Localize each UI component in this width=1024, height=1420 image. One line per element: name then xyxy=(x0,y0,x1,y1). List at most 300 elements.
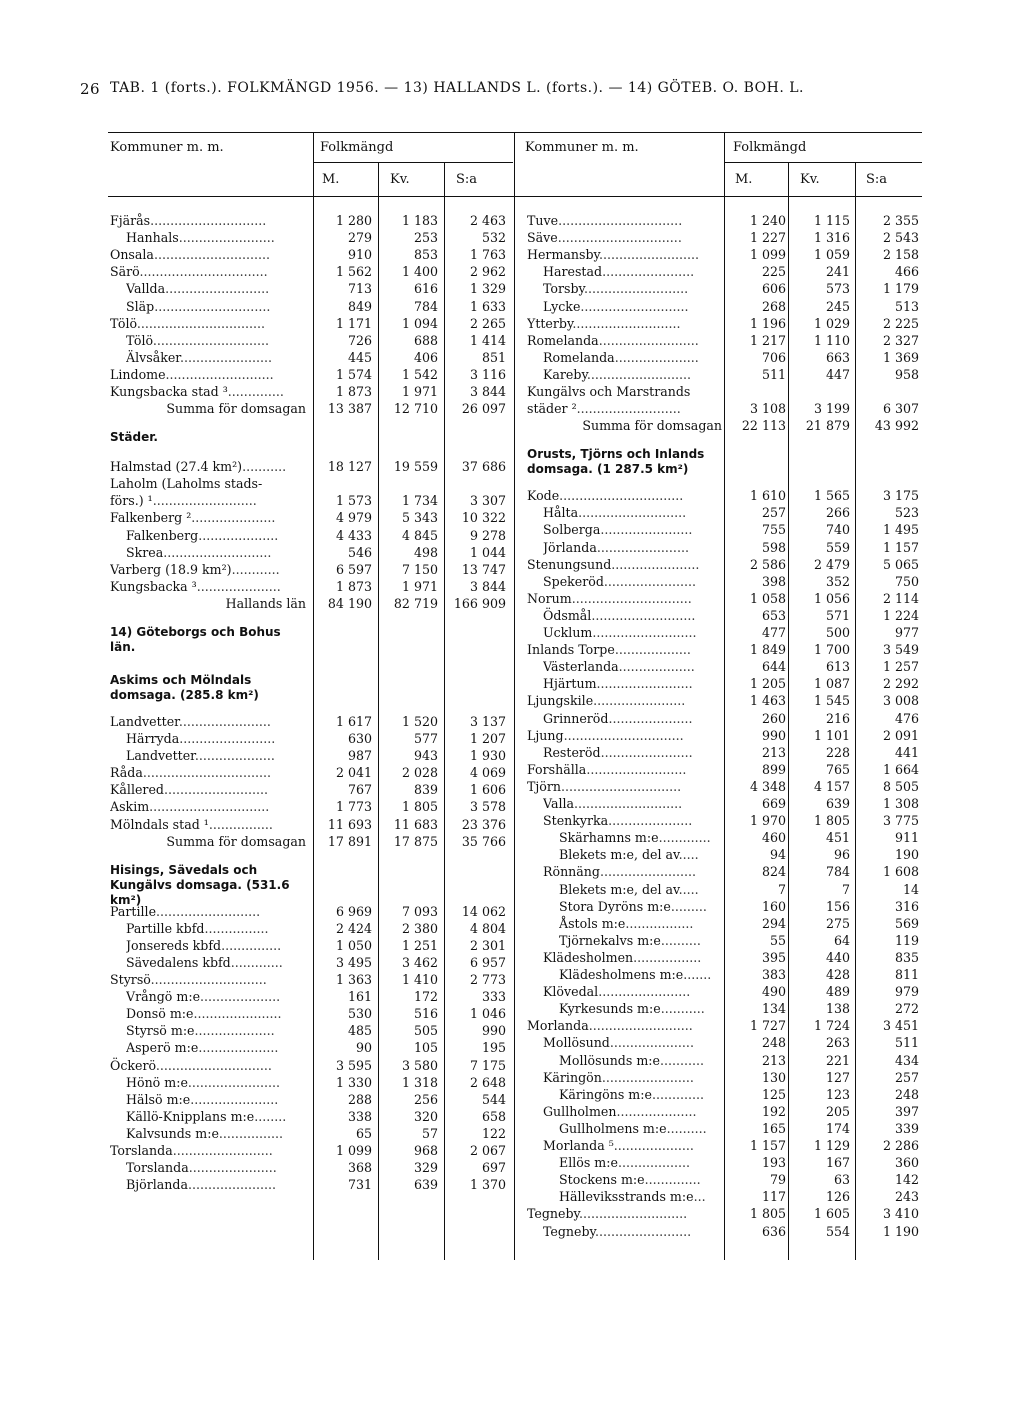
table-row xyxy=(110,280,514,298)
cell-m: 987 xyxy=(347,748,372,764)
row-label: Skärhamns m:e............. xyxy=(559,830,711,846)
row-label: Askim.............................. xyxy=(110,799,270,815)
cell-sa: 272 xyxy=(894,1001,919,1017)
cell-m: 767 xyxy=(347,782,372,798)
cell-kv: 63 xyxy=(833,1172,850,1188)
table-row xyxy=(110,332,514,350)
section-heading xyxy=(110,625,514,655)
cell-kv: 573 xyxy=(825,281,850,297)
dot-leader: ................ xyxy=(204,920,269,936)
cell-kv: 1 316 xyxy=(813,230,850,246)
dot-leader: ..................... xyxy=(608,710,693,726)
cell-sa: 3 844 xyxy=(469,578,506,594)
cell-kv: 613 xyxy=(825,659,850,675)
row-label: Onsala............................. xyxy=(110,247,271,263)
table-row xyxy=(527,556,922,574)
cell-kv: 1 734 xyxy=(401,493,438,509)
row-label: Resteröd....................... xyxy=(543,744,693,760)
cell-kv: 2 479 xyxy=(813,556,850,572)
row-label: Lindome........................... xyxy=(110,366,274,382)
cell-kv: 3 580 xyxy=(401,1057,438,1073)
cell-m: 755 xyxy=(761,522,786,538)
col-header-sa-left: S:a xyxy=(456,172,478,187)
table-row xyxy=(527,915,922,933)
cell-sa: 1 606 xyxy=(469,782,506,798)
row-label: Fjärås............................. xyxy=(110,213,267,228)
dot-leader: .................... xyxy=(194,748,275,764)
col-header-folkmangd-right: Folkmängd xyxy=(733,140,807,155)
table-row xyxy=(527,504,922,522)
cell-kv: 1 410 xyxy=(401,972,438,987)
cell-m: 1 805 xyxy=(749,1206,786,1222)
cell-m: 79 xyxy=(769,1172,786,1188)
table-row xyxy=(110,349,514,367)
row-label: Säve............................... xyxy=(527,230,682,246)
dot-leader: ........................... xyxy=(574,796,683,811)
dot-leader: ............. xyxy=(658,830,711,846)
dot-leader: ..................... xyxy=(196,578,281,594)
dot-leader: .................... xyxy=(194,1023,275,1039)
cell-sa: 23 376 xyxy=(461,816,506,832)
dot-leader: ........................... xyxy=(165,366,274,382)
cell-sa: 3 307 xyxy=(469,493,506,509)
cell-m: 477 xyxy=(761,625,786,640)
cell-sa: 2 773 xyxy=(469,972,506,987)
cell-kv: 241 xyxy=(825,264,850,280)
cell-sa: 911 xyxy=(894,830,919,846)
table-row xyxy=(110,920,514,938)
cell-m: 669 xyxy=(761,796,786,811)
cell-sa: 697 xyxy=(481,1160,506,1176)
cell-sa: 3 451 xyxy=(882,1018,919,1034)
row-label: Källö-Knipplans m:e........ xyxy=(126,1108,287,1124)
table-row xyxy=(110,1142,514,1160)
cell-m: 1 573 xyxy=(335,493,372,509)
dot-leader: .............. xyxy=(644,1172,701,1188)
cell-sa: 1 414 xyxy=(469,332,506,348)
cell-sa: 4 804 xyxy=(469,920,506,936)
row-label: Sävedalens kbfd............. xyxy=(126,954,283,970)
table-row xyxy=(110,1005,514,1023)
summary-row xyxy=(110,833,514,851)
row-label: Varberg (18.9 km²)............ xyxy=(110,561,280,577)
cell-sa: 1 329 xyxy=(469,281,506,297)
table-row xyxy=(110,1091,514,1109)
cell-kv: 1 520 xyxy=(401,713,438,729)
dot-leader: ..................... xyxy=(191,510,276,526)
cell-kv: 1 565 xyxy=(813,488,850,504)
cell-sa: 1 190 xyxy=(882,1223,919,1239)
row-label: Jörlanda....................... xyxy=(543,539,689,555)
row-label: Landvetter....................... xyxy=(110,713,271,729)
cell-sa: 1 633 xyxy=(469,298,506,314)
cell-kv: 174 xyxy=(825,1120,850,1136)
row-label: Särö................................ xyxy=(110,264,268,280)
row-label: Kareby.......................... xyxy=(543,366,691,382)
dot-leader: ........... xyxy=(659,1052,705,1068)
cell-m: 130 xyxy=(761,1069,786,1085)
dot-leader: .............................. xyxy=(561,778,682,794)
cell-kv: 1 724 xyxy=(813,1018,850,1034)
row-label: Donsö m:e...................... xyxy=(126,1006,282,1022)
row-label: Harestad....................... xyxy=(543,264,695,280)
table-row xyxy=(110,366,514,384)
table-row xyxy=(110,903,514,921)
table-row xyxy=(527,1052,922,1070)
row-label: Klädesholmen................. xyxy=(543,949,702,965)
cell-sa: 3 137 xyxy=(469,713,506,729)
row-label: Vrångö m:e.................... xyxy=(126,989,281,1005)
table-row xyxy=(527,675,922,693)
table-row xyxy=(110,1176,514,1194)
cell-kv: 126 xyxy=(825,1189,850,1205)
table-row xyxy=(527,1000,922,1018)
dot-leader: .................... xyxy=(198,1040,279,1056)
cell-m: 1 873 xyxy=(335,384,372,399)
cell-kv: 1 971 xyxy=(401,578,438,594)
cell-sa: 3 844 xyxy=(469,384,506,399)
cell-kv: 19 559 xyxy=(393,459,438,475)
cell-kv: 559 xyxy=(825,539,850,555)
cell-sa: 750 xyxy=(894,573,919,589)
cell-sa: 37 686 xyxy=(461,459,506,475)
cell-kv: 1 087 xyxy=(813,676,850,692)
dot-leader: ............................... xyxy=(558,213,683,228)
dot-leader: .................... xyxy=(200,989,281,1005)
dot-leader: ......................... xyxy=(586,761,687,777)
row-label: Halmstad (27.4 km²)........... xyxy=(110,459,287,475)
table-row xyxy=(110,298,514,316)
cell-sa: 811 xyxy=(894,967,919,982)
cell-kv: 577 xyxy=(413,731,438,746)
dot-leader: ........... xyxy=(242,459,287,475)
dot-leader: ..................... xyxy=(608,813,693,829)
row-label: Romelanda......................... xyxy=(527,332,699,348)
table-row xyxy=(527,795,922,813)
dot-leader: ......................... xyxy=(172,1143,273,1158)
row-label: Ytterby........................... xyxy=(527,315,681,331)
table-row xyxy=(527,727,922,745)
cell-m: 94 xyxy=(769,847,786,863)
table-row xyxy=(527,778,922,796)
cell-kv: 266 xyxy=(825,505,850,521)
cell-sa: 2 067 xyxy=(469,1143,506,1158)
cell-kv: 4 845 xyxy=(401,527,438,543)
cell-m: 383 xyxy=(761,967,786,982)
cell-kv: 7 150 xyxy=(401,561,438,577)
cell-kv: 516 xyxy=(413,1006,438,1022)
cell-m: 160 xyxy=(761,898,786,914)
dot-leader: ...................... xyxy=(187,1177,277,1193)
cell-sa: 658 xyxy=(481,1108,506,1124)
cell-m: 1 171 xyxy=(335,315,372,331)
cell-m: 6 597 xyxy=(335,561,372,577)
row-label: Öckerö............................. xyxy=(110,1057,272,1073)
cell-sa: 835 xyxy=(894,949,919,965)
table-row xyxy=(110,544,514,562)
cell-kv: 968 xyxy=(413,1143,438,1158)
cell-m: 260 xyxy=(761,710,786,726)
table-row xyxy=(527,521,922,539)
table-row xyxy=(110,246,514,264)
cell-kv: 320 xyxy=(413,1108,438,1124)
cell-sa: 1 046 xyxy=(469,1006,506,1022)
row-label: Ellös m:e.................. xyxy=(559,1155,690,1171)
dot-leader: ........................... xyxy=(579,1206,688,1222)
cell-m: 546 xyxy=(347,544,372,560)
dot-leader: ........................ xyxy=(178,230,275,246)
table-row xyxy=(527,573,922,591)
cell-kv: 428 xyxy=(825,967,850,982)
cell-sa: 3 008 xyxy=(882,693,919,709)
cell-m: 485 xyxy=(347,1023,372,1039)
row-label: Hisings, Sävedals och Kungälvs domsaga. (531.6 km²) xyxy=(110,862,290,907)
dot-leader: ..... xyxy=(678,847,699,863)
cell-sa: 1 224 xyxy=(882,607,919,623)
cell-sa: 523 xyxy=(894,505,919,521)
dot-leader: ....................... xyxy=(601,1069,694,1085)
cell-sa: 1 179 xyxy=(882,281,919,297)
cell-kv: 82 719 xyxy=(393,595,438,611)
cell-m: 395 xyxy=(761,949,786,965)
cell-kv: 167 xyxy=(825,1155,850,1171)
table-row xyxy=(527,1086,922,1104)
dot-leader: .............................. xyxy=(563,727,684,743)
cell-m: 1 058 xyxy=(749,590,786,606)
cell-kv: 571 xyxy=(825,607,850,623)
dot-leader: ................... xyxy=(614,642,691,658)
dot-leader: ............. xyxy=(230,954,283,970)
cell-sa: 2 265 xyxy=(469,315,506,331)
cell-sa: 9 278 xyxy=(469,527,506,543)
row-label: Kyrkesunds m:e........... xyxy=(559,1001,705,1017)
cell-m: 1 099 xyxy=(335,1143,372,1158)
cell-m: 192 xyxy=(761,1103,786,1119)
dot-leader: ......................... xyxy=(598,247,700,263)
dot-leader: ........................ xyxy=(599,864,697,880)
section-heading xyxy=(110,673,514,703)
row-label: Jonsereds kbfd............... xyxy=(126,937,282,953)
cell-m: 84 190 xyxy=(327,595,372,611)
cell-m: 1 205 xyxy=(749,676,786,692)
cell-kv: 105 xyxy=(413,1040,438,1056)
dot-leader: ....................... xyxy=(603,573,696,589)
cell-sa: 26 097 xyxy=(461,401,506,417)
col-header-sa-right: S:a xyxy=(866,172,888,187)
row-label: Rönnäng........................ xyxy=(543,864,697,880)
cell-sa: 1 930 xyxy=(469,748,506,764)
cell-kv: 500 xyxy=(825,625,850,640)
table-row xyxy=(527,658,922,676)
table-row xyxy=(110,578,514,596)
cell-m: 990 xyxy=(761,727,786,743)
row-label: Falkenberg ²..................... xyxy=(110,510,276,526)
dot-leader: ....... xyxy=(683,967,712,982)
summary-row xyxy=(110,595,514,613)
table-row xyxy=(527,1188,922,1206)
row-label: Blekets m:e, del av..... xyxy=(559,847,699,863)
row-label: Ödsmål.......................... xyxy=(543,607,696,623)
row-label: Stockens m:e.............. xyxy=(559,1172,701,1188)
dot-leader: ............................... xyxy=(557,230,682,246)
cell-m: 530 xyxy=(347,1006,372,1022)
row-label: Kungsbacka ³..................... xyxy=(110,578,281,594)
cell-sa: 43 992 xyxy=(874,418,919,434)
row-label: Stenungsund...................... xyxy=(527,556,700,572)
dot-leader: ...................... xyxy=(193,1006,282,1022)
table-row xyxy=(527,983,922,1001)
row-label: Forshälla......................... xyxy=(527,761,687,777)
cell-m: 257 xyxy=(761,505,786,521)
cell-sa: 316 xyxy=(894,898,919,914)
row-label: Hermansby......................... xyxy=(527,247,700,263)
cell-kv: 839 xyxy=(413,782,438,798)
cell-m: 225 xyxy=(761,264,786,280)
cell-sa: 13 747 xyxy=(461,561,506,577)
row-label: städer ².......................... xyxy=(527,401,681,417)
cell-m: 3 595 xyxy=(335,1057,372,1073)
table-row xyxy=(527,590,922,608)
dot-leader: ............................... xyxy=(559,488,684,504)
cell-kv: 1 110 xyxy=(813,332,850,348)
cell-sa: 1 495 xyxy=(882,522,919,538)
table-row xyxy=(110,1074,514,1092)
dot-leader: .............................. xyxy=(571,590,692,606)
dot-leader: ................ xyxy=(208,816,273,832)
row-label: Tjörnekalvs m:e.......... xyxy=(559,932,701,948)
cell-sa: 14 xyxy=(902,881,919,897)
row-label: Summa för domsagan xyxy=(582,418,722,434)
cell-kv: 451 xyxy=(825,830,850,846)
table-top-rule xyxy=(108,132,922,133)
cell-kv: 7 093 xyxy=(401,903,438,919)
table-row xyxy=(527,1154,922,1172)
table-row xyxy=(527,966,922,984)
row-label: Valla........................... xyxy=(543,796,683,811)
cell-sa: 2 543 xyxy=(882,230,919,246)
cell-m: 849 xyxy=(347,298,372,314)
cell-m: 445 xyxy=(347,349,372,365)
cell-m: 17 891 xyxy=(327,833,372,849)
cell-kv: 205 xyxy=(825,1103,850,1119)
cell-kv: 784 xyxy=(413,298,438,314)
row-label: Gullholmens m:e.......... xyxy=(559,1120,707,1136)
row-label: Asperö m:e.................... xyxy=(126,1040,279,1056)
cell-sa: 979 xyxy=(894,984,919,1000)
cell-kv: 498 xyxy=(413,544,438,560)
cell-sa: 333 xyxy=(481,989,506,1005)
cell-sa: 977 xyxy=(894,625,919,640)
cell-sa: 3 410 xyxy=(882,1206,919,1222)
table-row xyxy=(527,710,922,728)
cell-sa: 35 766 xyxy=(461,833,506,849)
dot-leader: .......................... xyxy=(584,281,689,297)
dot-leader: .......................... xyxy=(165,281,270,297)
row-label: Hanhals........................ xyxy=(126,230,275,246)
cell-m: 165 xyxy=(761,1120,786,1136)
cell-sa: 1 608 xyxy=(882,864,919,880)
dot-leader: .......... xyxy=(666,1120,707,1136)
cell-kv: 253 xyxy=(413,230,438,246)
col-header-kommuner-right: Kommuner m. m. xyxy=(525,140,639,155)
cell-kv: 123 xyxy=(825,1086,850,1102)
col-header-m-right: M. xyxy=(735,172,753,187)
dot-leader: ..................... xyxy=(609,1035,694,1051)
cell-kv: 156 xyxy=(825,898,850,914)
cell-kv: 765 xyxy=(825,761,850,777)
dot-leader: ........................ xyxy=(596,676,693,692)
cell-kv: 228 xyxy=(825,744,850,760)
cell-kv: 2 380 xyxy=(401,920,438,936)
table-row xyxy=(110,561,514,579)
row-label: Älvsåker....................... xyxy=(126,349,273,365)
dot-leader: ........................ xyxy=(595,1223,692,1239)
dot-leader: .......................... xyxy=(163,782,269,798)
dot-leader: ....................... xyxy=(600,744,693,760)
cell-m: 213 xyxy=(761,1052,786,1068)
cell-sa: 2 114 xyxy=(882,590,919,606)
cell-kv: 740 xyxy=(825,522,850,538)
cell-sa: 1 157 xyxy=(882,539,919,555)
row-label: Stenkyrka..................... xyxy=(543,813,693,829)
dot-leader: ................... xyxy=(618,659,695,675)
row-label: Lycke........................... xyxy=(543,298,689,314)
cell-kv: 1 545 xyxy=(813,693,850,709)
dot-leader: ............................. xyxy=(152,332,269,348)
dot-leader: ....................... xyxy=(178,713,271,729)
row-label: Hallands län xyxy=(225,595,306,611)
page-header xyxy=(80,80,930,98)
row-label: Hålta........................... xyxy=(543,505,687,521)
cell-sa: 1 664 xyxy=(882,761,919,777)
cell-sa: 119 xyxy=(894,932,919,948)
cell-sa: 2 091 xyxy=(882,727,919,743)
row-label: Hjärtum........................ xyxy=(543,676,693,692)
row-label: Hönö m:e....................... xyxy=(126,1074,280,1090)
cell-kv: 1 101 xyxy=(813,727,850,743)
dot-leader: ................. xyxy=(633,949,702,965)
cell-m: 1 610 xyxy=(749,488,786,504)
cell-kv: 64 xyxy=(833,932,850,948)
table-row xyxy=(527,1205,922,1223)
cell-sa: 5 065 xyxy=(882,556,919,572)
cell-sa: 3 578 xyxy=(469,799,506,815)
dot-leader: ........................... xyxy=(578,505,687,521)
row-label: Styrsö m:e.................... xyxy=(126,1023,275,1039)
cell-kv: 1 805 xyxy=(401,799,438,815)
table-row xyxy=(110,781,514,799)
cell-m: 134 xyxy=(761,1001,786,1017)
row-label: Björlanda...................... xyxy=(126,1177,277,1193)
dot-leader: ........................ xyxy=(179,731,276,746)
cell-sa: 2 292 xyxy=(882,676,919,692)
table-row xyxy=(527,1069,922,1087)
col-header-kommuner-left: Kommuner m. m. xyxy=(110,140,224,155)
section-heading xyxy=(110,862,514,907)
table-row xyxy=(110,937,514,955)
row-label: Torsby.......................... xyxy=(543,281,689,297)
cell-sa: 2 158 xyxy=(882,247,919,263)
table-row xyxy=(110,1108,514,1126)
table-row xyxy=(527,246,922,264)
cell-sa: 10 322 xyxy=(461,510,506,526)
dot-leader: ..... xyxy=(678,881,699,897)
table-row xyxy=(110,383,514,401)
cell-kv: 489 xyxy=(825,984,850,1000)
cell-sa: 2 355 xyxy=(882,213,919,228)
cell-sa: 2 225 xyxy=(882,315,919,331)
cell-m: 55 xyxy=(769,932,786,948)
